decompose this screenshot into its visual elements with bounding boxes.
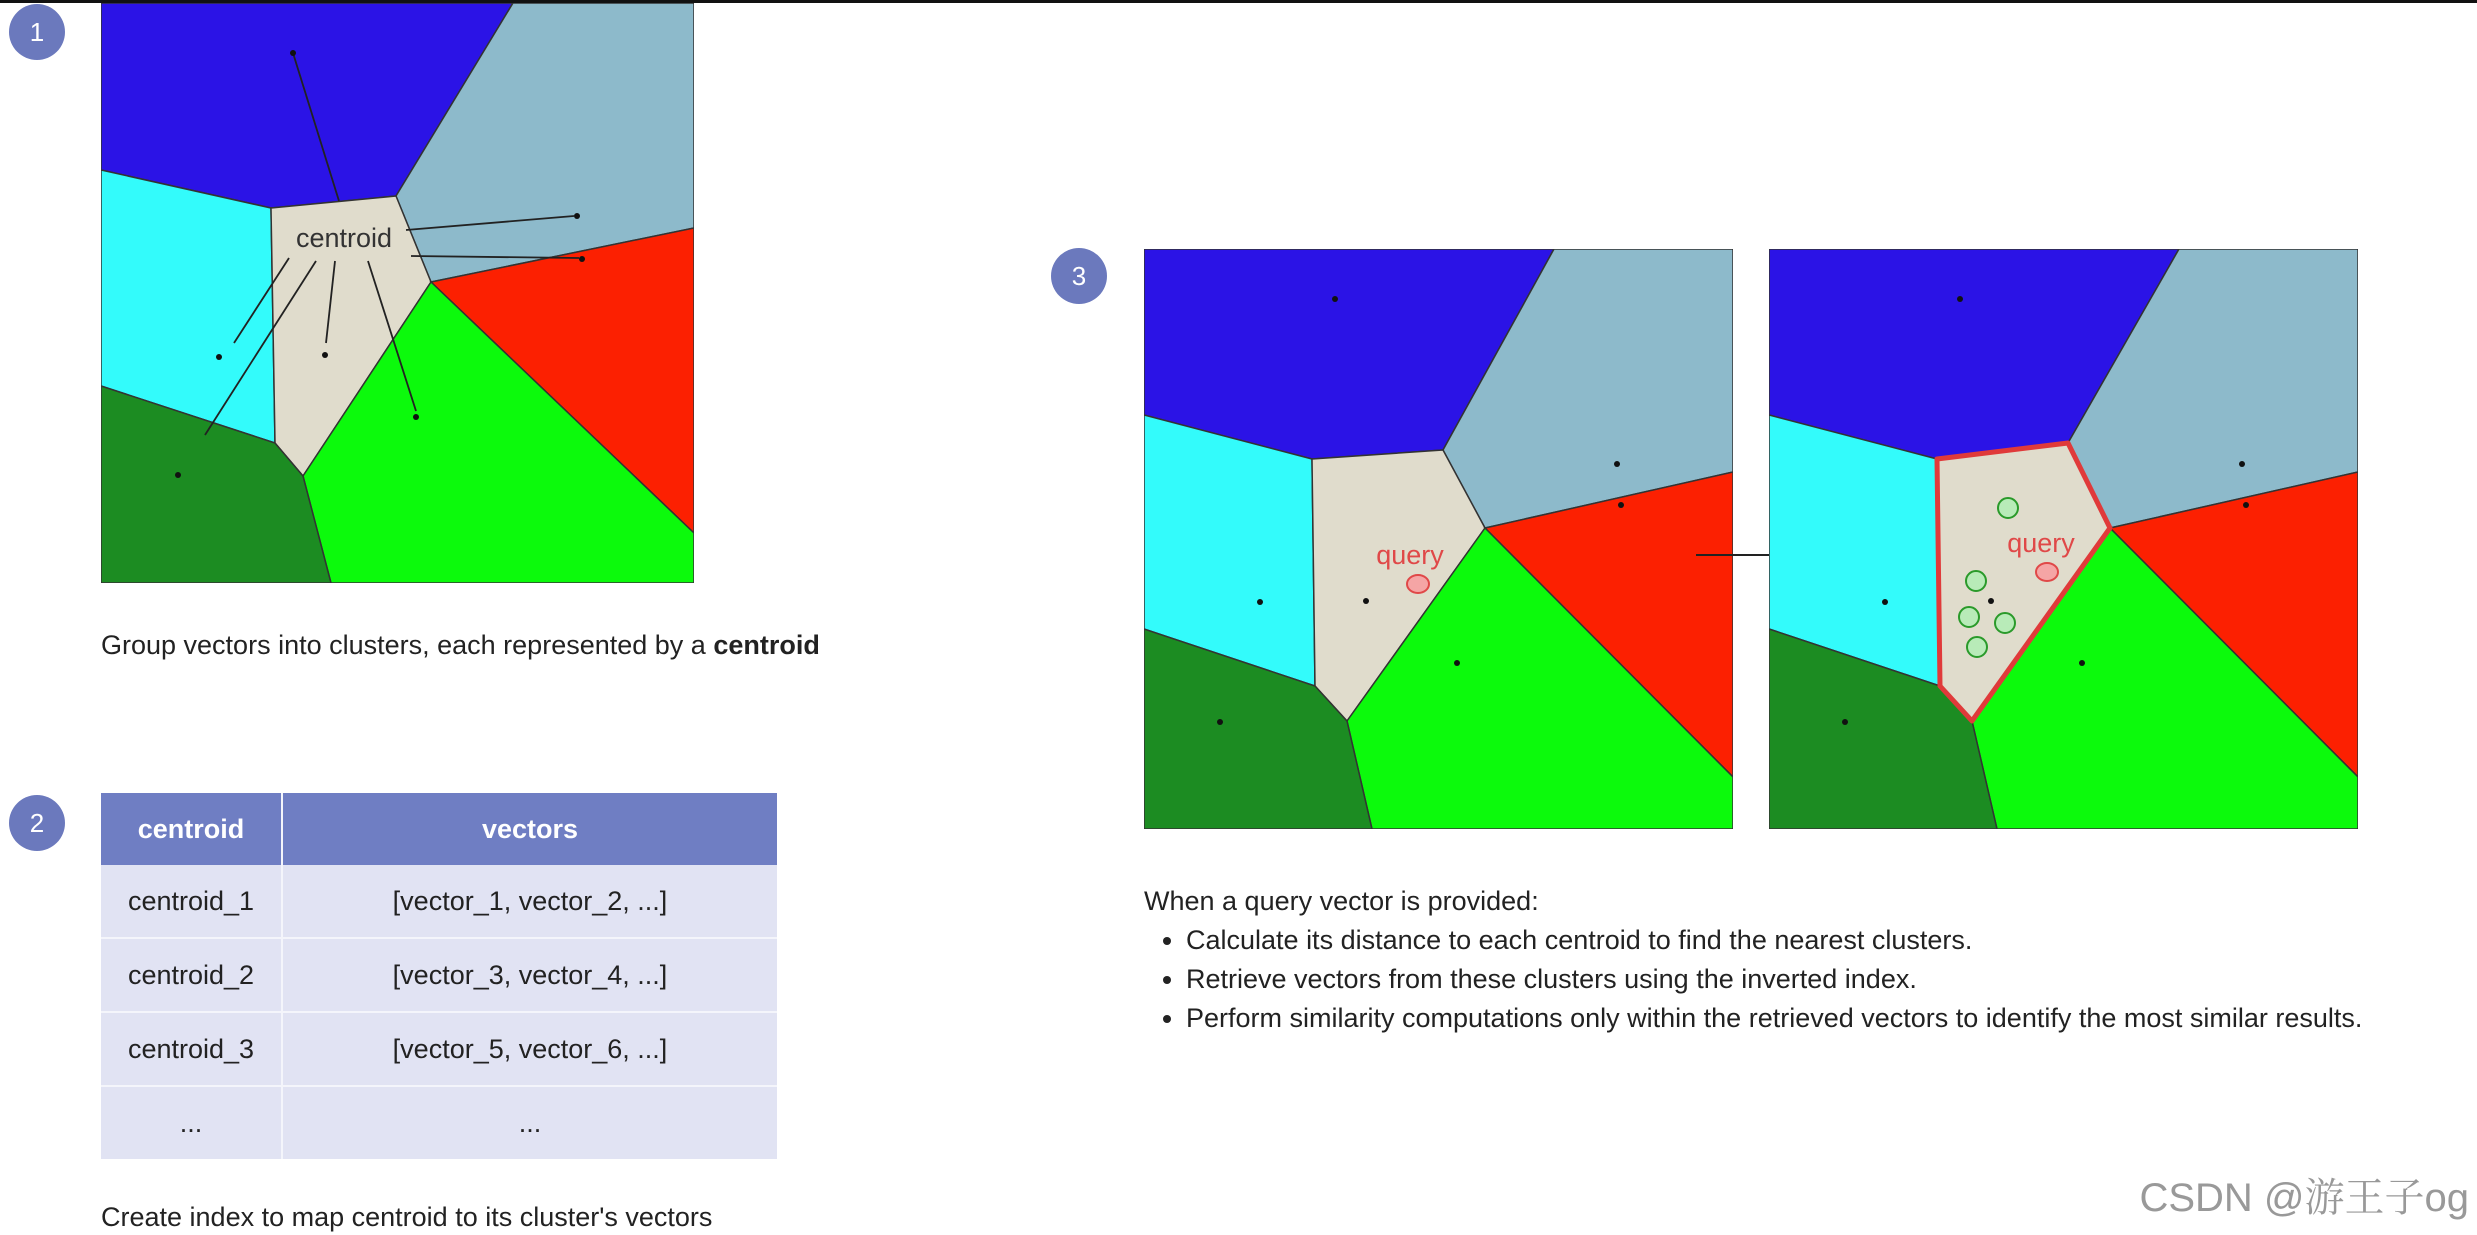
step-1-badge: 1 (9, 4, 65, 60)
list-item: • Retrieve vectors from these clusters using the inverted index. (1186, 960, 2362, 999)
query-diagram-after (1769, 249, 2358, 829)
table-row (101, 938, 777, 1012)
table-row (101, 865, 777, 938)
query-point (2036, 563, 2058, 581)
step-3-badge: 3 (1051, 248, 1107, 304)
list-item: • Calculate its distance to each centroid to find the nearest clusters. (1186, 921, 2362, 960)
table-row (101, 1012, 777, 1086)
step-1-caption-bold: centroid (713, 630, 820, 660)
table-row (101, 1086, 777, 1159)
table-cell-vectors: ... (282, 1086, 777, 1159)
table-cell-vectors: [vector_5, vector_6, ...] (282, 1012, 777, 1086)
query-diagram-before (1144, 249, 1733, 829)
table-cell-centroid: centroid_3 (101, 1012, 282, 1086)
table-header-centroid: centroid (101, 793, 282, 865)
inverted-index-table (101, 793, 777, 1159)
table-cell-centroid: centroid_2 (101, 938, 282, 1012)
query-label: query (2007, 528, 2075, 558)
table-cell-vectors: [vector_3, vector_4, ...] (282, 938, 777, 1012)
query-point (1407, 575, 1429, 593)
table-header-row (101, 793, 777, 865)
table-cell-centroid: ... (101, 1086, 282, 1159)
list-item: • Perform similarity computations only within the retrieved vectors to identify the most similar results. (1186, 999, 2362, 1038)
query-steps-intro: When a query vector is provided: (1144, 886, 1539, 916)
table-header-vectors: vectors (282, 793, 777, 865)
watermark: CSDN @游王子og (2139, 1176, 2469, 1220)
step-1-caption (101, 628, 820, 663)
step-2-badge: 2 (9, 795, 65, 851)
table-cell-vectors: [vector_1, vector_2, ...] (282, 865, 777, 938)
clustering-diagram (101, 3, 694, 583)
query-label: query (1376, 540, 1444, 570)
query-steps (1144, 882, 2362, 1038)
table-cell-centroid: centroid_1 (101, 865, 282, 938)
step-1-caption-text: Group vectors into clusters, each represented by a (101, 630, 714, 660)
centroid-diagram-label: centroid (295, 223, 393, 253)
query-steps-list (1144, 921, 2362, 1038)
step-2-caption: Create index to map centroid to its cluster's vectors (101, 1202, 713, 1232)
